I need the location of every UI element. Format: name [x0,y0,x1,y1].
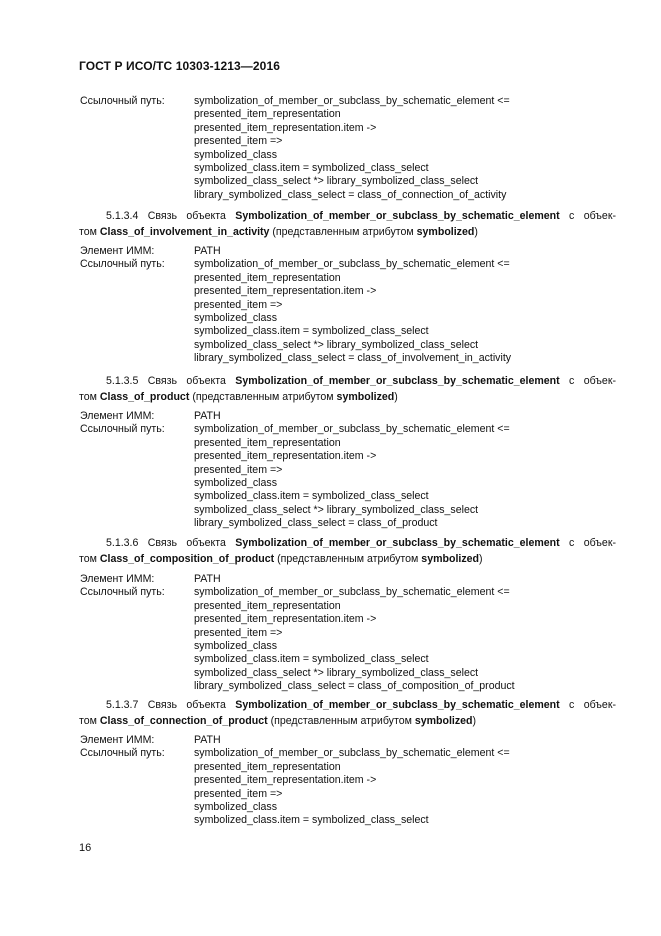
paragraph-text: ) [394,391,398,403]
path-line: library_symbolized_class_select = class_of_involvement_in_activity [194,352,512,365]
paragraph-text: ) [472,715,477,727]
reference-path-label: Ссылочный путь: [80,586,165,599]
attribute-name: symbolized [336,391,395,403]
path-line: symbolization_of_member_or_subclass_by_schematic_element <= [194,747,510,760]
path-line: library_symbolized_class_select = class_of_connection_of_activity [194,188,507,201]
paragraph-text: том [79,226,97,238]
path-line: symbolized_class_select *> library_symbolized_class_select [194,175,479,188]
path-line: presented_item => [194,626,283,639]
path-line: symbolized_class [194,148,278,161]
paragraph-text: (представленным атрибутом [270,715,412,727]
mapping-block [0,573,661,694]
path-line: presented_item_representation [194,108,341,121]
path-line: presented_item_representation.item -> [194,450,377,463]
path-line: symbolization_of_member_or_subclass_by_schematic_element <= [194,586,510,599]
path-line: presented_item => [194,135,283,148]
imm-element-value: PATH [194,573,221,585]
entity-name: Symbolization_of_member_or_subclass_by_schematic_element [235,699,560,711]
imm-element-value: PATH [194,734,221,746]
section-paragraph [79,373,616,405]
imm-element-value: PATH [194,245,221,257]
path-line: symbolized_class [194,800,278,813]
paragraph-text: с объек- [569,537,616,549]
imm-element-label: Элемент ИММ: [80,245,155,257]
paragraph-text: том [79,715,97,727]
path-line: presented_item_representation [194,271,341,284]
imm-element-value: PATH [194,410,221,422]
path-line: presented_item_representation.item -> [194,121,377,134]
entity-name: Symbolization_of_member_or_subclass_by_schematic_element [235,210,560,222]
imm-element-label: Элемент ИММ: [80,410,155,422]
paragraph-text: Связь объекта [147,537,226,549]
target-entity-name: Class_of_composition_of_product [99,553,275,565]
path-line: symbolized_class.item = symbolized_class_select [194,490,429,503]
section-paragraph [79,208,616,240]
section-number: 5.1.3.6 [106,537,139,549]
path-line: presented_item => [194,463,283,476]
mapping-block [0,734,661,828]
path-line: symbolized_class.item = symbolized_class_select [194,814,429,827]
paragraph-text: том [79,553,97,565]
paragraph-text: Связь объекта [147,210,226,222]
paragraph-text: Связь объекта [147,699,226,711]
paragraph-text: Связь объекта [147,375,226,387]
path-line: presented_item_representation.item -> [194,774,377,787]
path-line: presented_item => [194,298,283,311]
paragraph-text: (представленным атрибутом [272,226,414,238]
path-line: library_symbolized_class_select = class_of_product [194,517,438,530]
path-line: presented_item_representation.item -> [194,613,377,626]
path-line: symbolized_class_select *> library_symbolized_class_select [194,503,479,516]
path-line: symbolized_class_select *> library_symbolized_class_select [194,666,479,679]
path-line: symbolization_of_member_or_subclass_by_schematic_element <= [194,258,510,271]
imm-element-label: Элемент ИММ: [80,573,155,585]
path-line: presented_item => [194,787,283,800]
path-line: presented_item_representation.item -> [194,285,377,298]
section-number: 5.1.3.4 [106,210,139,222]
path-line: symbolized_class.item = symbolized_class_select [194,161,429,174]
paragraph-text: с объек- [569,210,616,222]
reference-path-label: Ссылочный путь: [80,747,165,760]
path-line: symbolized_class [194,476,278,489]
target-entity-name: Class_of_involvement_in_activity [99,226,270,238]
paragraph-text: с объек- [569,375,616,387]
reference-path-label: Ссылочный путь: [80,95,165,107]
paragraph-text: (представленным атрибутом [192,391,334,403]
attribute-name: symbolized [416,226,475,238]
paragraph-text: ) [474,226,478,238]
paragraph-text: ) [479,553,483,565]
path-line: symbolized_class [194,311,278,324]
path-line: symbolized_class.item = symbolized_class_select [194,325,429,338]
path-line: symbolized_class.item = symbolized_class_select [194,653,429,666]
section-number: 5.1.3.5 [106,375,139,387]
path-line: symbolized_class_select *> library_symbolized_class_select [194,338,479,351]
paragraph-text: (представленным атрибутом [277,553,419,565]
target-entity-name: Class_of_product [99,391,190,403]
path-line: symbolization_of_member_or_subclass_by_schematic_element <= [194,95,510,107]
paragraph-text: том [79,391,97,403]
path-line: presented_item_representation [194,599,341,612]
reference-path-label: Ссылочный путь: [80,258,165,271]
path-line: symbolized_class [194,639,278,652]
imm-element-label: Элемент ИММ: [80,734,155,746]
mapping-block [0,410,661,531]
entity-name: Symbolization_of_member_or_subclass_by_schematic_element [235,537,560,549]
reference-path-block [0,95,661,202]
attribute-name: symbolized [421,553,479,565]
document-header: ГОСТ Р ИСО/ТС 10303-1213—2016 [79,59,280,73]
section-paragraph [79,697,616,729]
reference-path-label: Ссылочный путь: [80,423,165,436]
path-line: symbolization_of_member_or_subclass_by_schematic_element <= [194,423,510,436]
paragraph-text: с объек- [569,699,616,711]
target-entity-name: Class_of_connection_of_product [99,715,268,727]
section-paragraph [79,535,616,567]
path-line: presented_item_representation [194,436,341,449]
page-number: 16 [79,842,92,854]
attribute-name: symbolized [414,715,473,727]
path-line: library_symbolized_class_select = class_of_composition_of_product [194,680,515,693]
path-line: presented_item_representation [194,760,341,773]
section-number: 5.1.3.7 [106,699,139,711]
entity-name: Symbolization_of_member_or_subclass_by_schematic_element [235,375,560,387]
mapping-block [0,245,661,366]
